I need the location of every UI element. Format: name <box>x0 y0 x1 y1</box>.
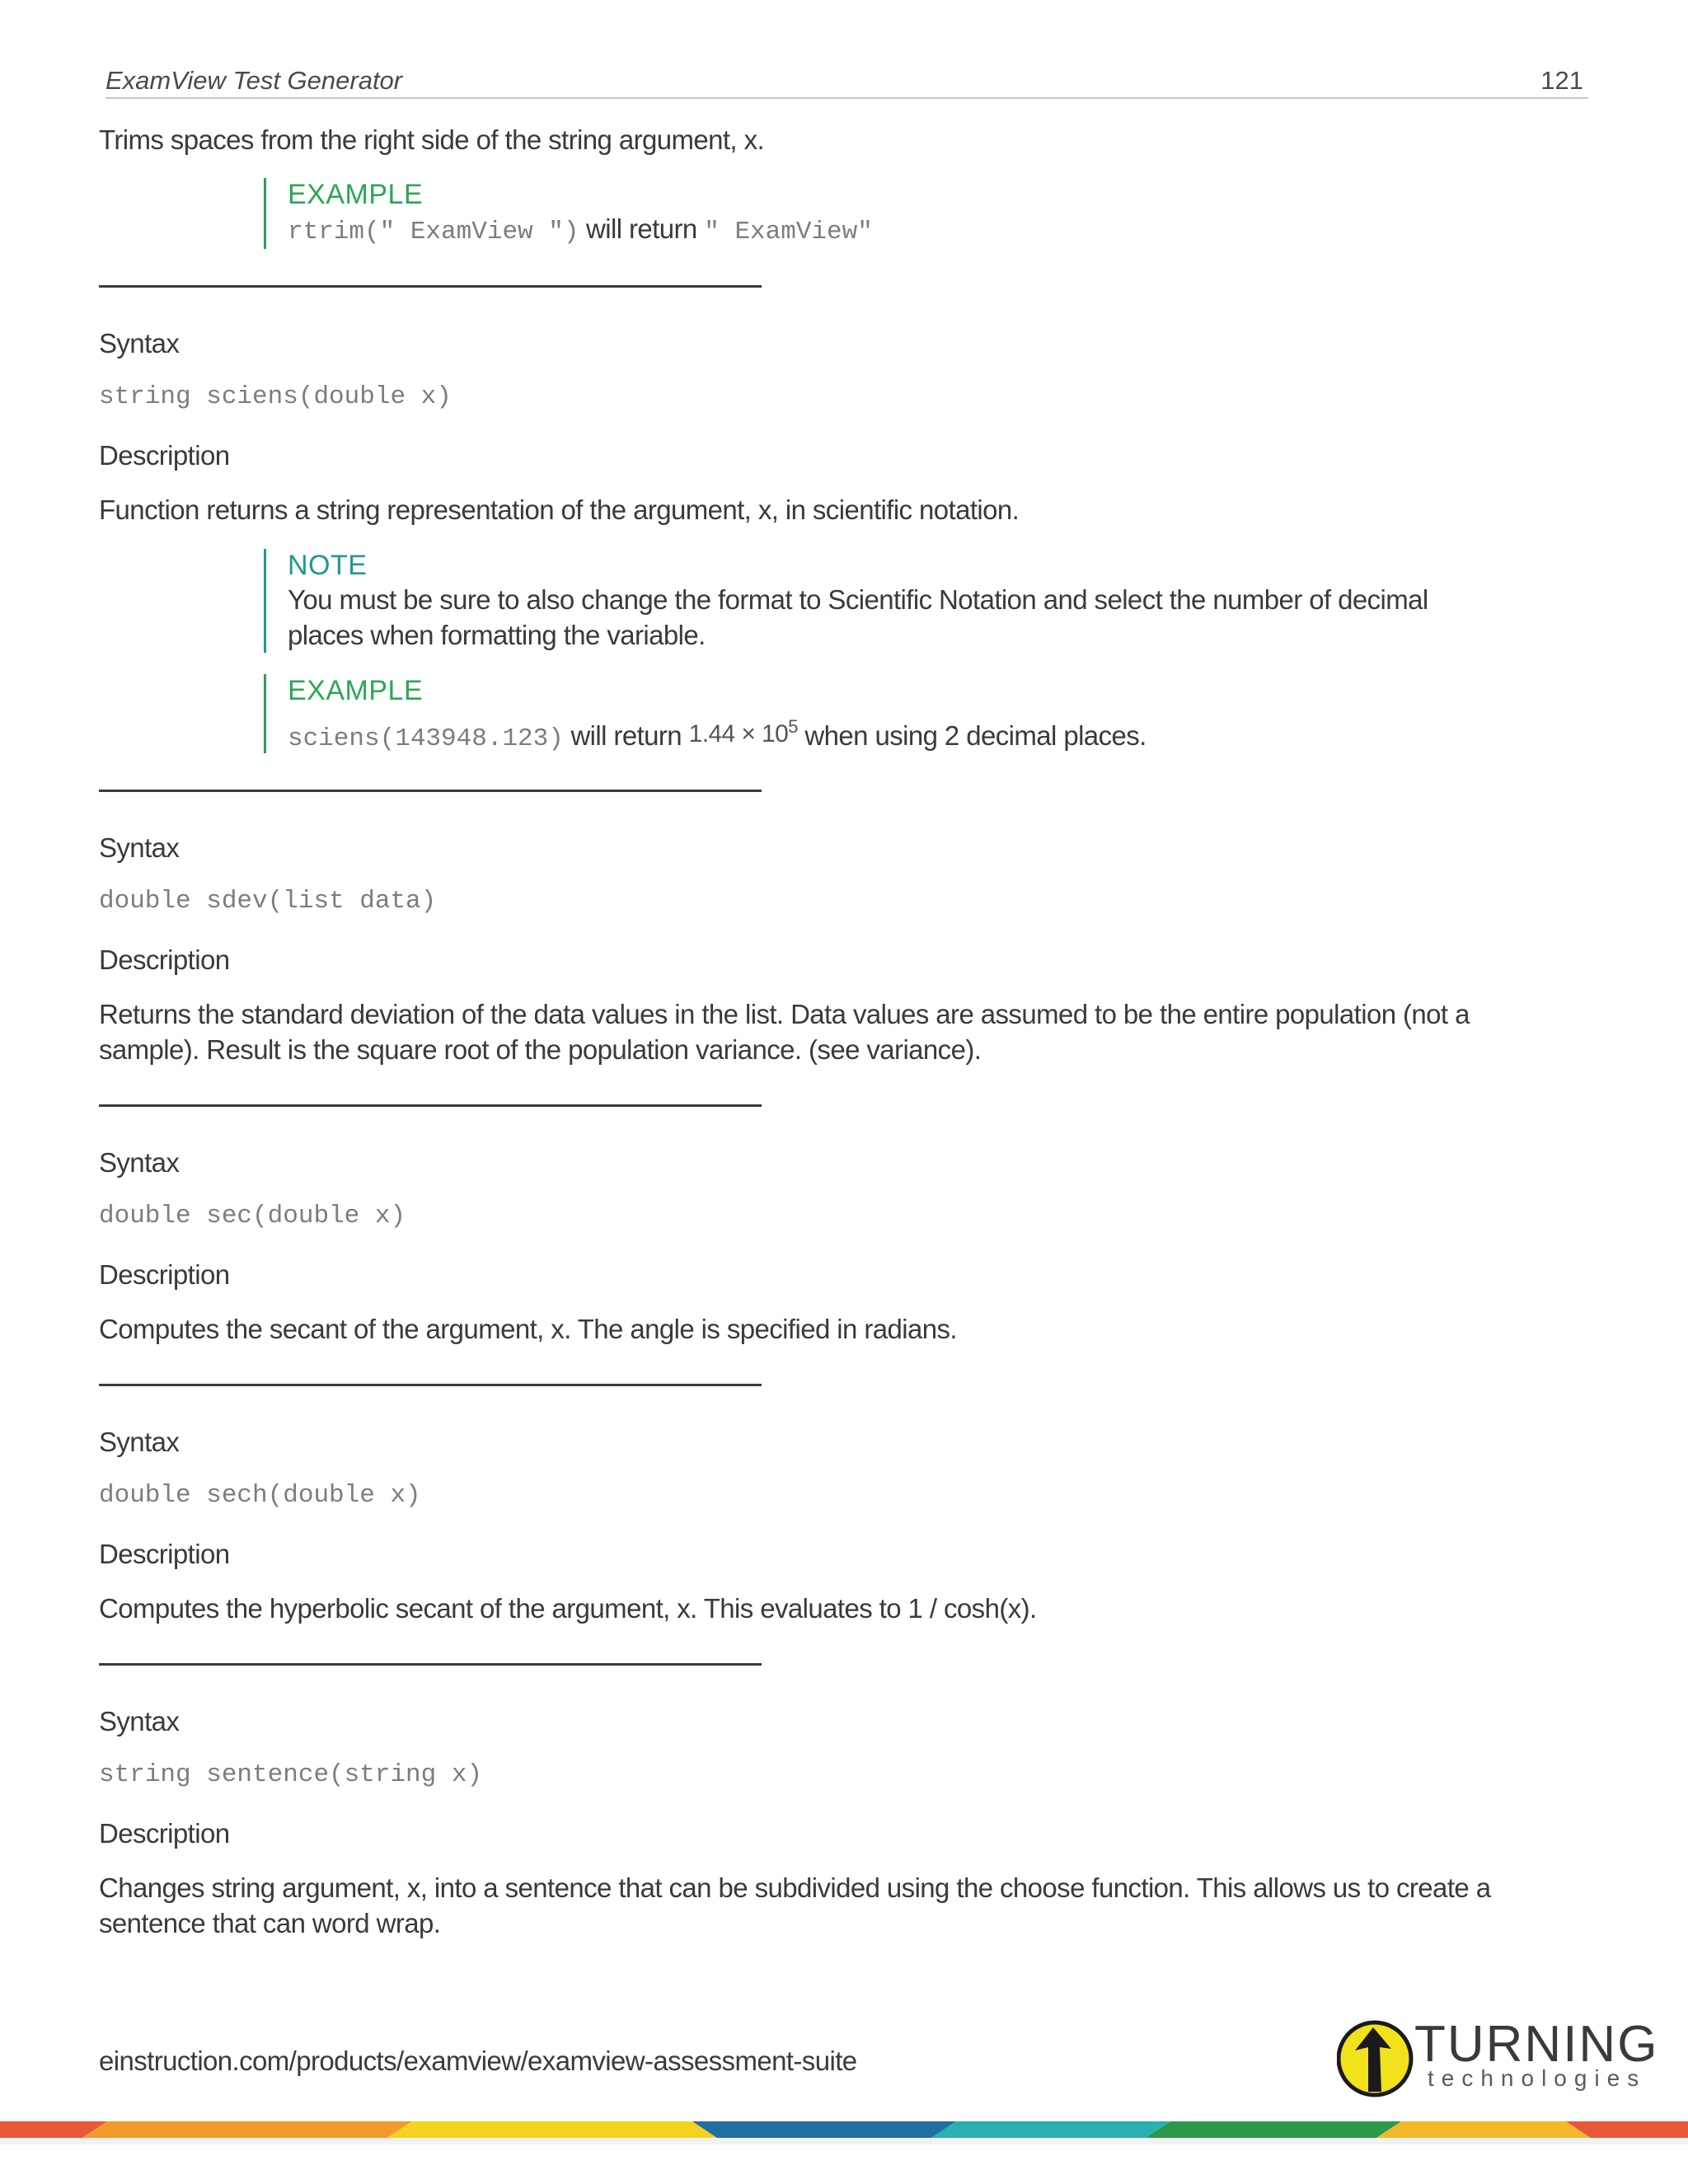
page-number: 121 <box>1540 66 1583 95</box>
turning-arrow-icon <box>1337 2016 1416 2098</box>
note-text: You must be sure to also change the format to Scientific Notation and select the number of decimal places when formatting the variable. <box>288 584 1428 650</box>
result-exponent: 5 <box>788 716 798 737</box>
syntax-label: Syntax <box>99 1427 180 1457</box>
footer-color-band <box>0 2115 1688 2144</box>
description-text: Computes the secant of the argument, x. The angle is specified in radians. <box>99 1314 957 1344</box>
syntax-code: double sdev(list data) <box>99 887 437 916</box>
description-text: Returns the standard deviation of the data values in the list. Data values are assumed to be the entire population (not a sample). Result is the square root of the population variance. (see variance). <box>99 999 1470 1065</box>
turning-technologies-logo <box>1337 2016 1659 2098</box>
example-heading: EXAMPLE <box>288 675 424 706</box>
note-callout <box>264 549 1483 653</box>
syntax-label: Syntax <box>99 832 180 863</box>
logo-wordmark: TURNING <box>1414 2016 1659 2073</box>
description-text: Changes string argument, x, into a sentence that can be subdivided using the choose function. This allows us to create a sentence that can word wrap. <box>99 1872 1491 1938</box>
description-label: Description <box>99 944 230 975</box>
logo-subtitle: technologies <box>1428 2065 1647 2091</box>
header-rule <box>106 97 1588 99</box>
syntax-code: string sciens(double x) <box>99 382 452 411</box>
example-connector: will return <box>570 720 682 751</box>
syntax-label: Syntax <box>99 1147 180 1178</box>
description-text: Computes the hyperbolic secant of the argument, x. This evaluates to 1 / cosh(x). <box>99 1593 1037 1624</box>
section-divider <box>99 1104 762 1107</box>
syntax-code: double sec(double x) <box>99 1202 406 1230</box>
description-text: Function returns a string representation of the argument, x, in scientific notation. <box>99 494 1020 525</box>
example-body <box>288 211 1483 250</box>
example-result: " ExamView" <box>704 218 873 246</box>
description-label: Description <box>99 440 230 471</box>
example-connector: will return <box>586 213 697 244</box>
description-label: Description <box>99 1539 230 1569</box>
example-code: rtrim(" ExamView ") <box>288 218 579 246</box>
note-heading: NOTE <box>288 550 368 581</box>
syntax-code: string sentence(string x) <box>99 1760 483 1789</box>
example-result <box>688 716 798 748</box>
description-label: Description <box>99 1818 230 1849</box>
sciens-example-callout <box>264 674 1483 753</box>
rtrim-example-callout <box>264 178 1483 249</box>
header-title: ExamView Test Generator <box>106 66 403 95</box>
example-heading: EXAMPLE <box>288 179 424 210</box>
syntax-code: double sech(double x) <box>99 1481 421 1510</box>
syntax-label: Syntax <box>99 1706 180 1736</box>
example-code: sciens(143948.123) <box>288 724 564 753</box>
example-body <box>288 712 1483 757</box>
section-divider <box>99 1384 762 1386</box>
syntax-label: Syntax <box>99 328 180 359</box>
footer-link[interactable]: einstruction.com/products/examview/examview-assessment-suite <box>99 2046 857 2076</box>
section-divider <box>99 1663 762 1666</box>
section-divider <box>99 790 762 792</box>
section-divider <box>99 285 762 288</box>
rtrim-description: Trims spaces from the right side of the string argument, x. <box>99 124 765 155</box>
description-label: Description <box>99 1259 230 1290</box>
result-base: 1.44 × 10 <box>688 720 789 748</box>
example-suffix: when using 2 decimal places. <box>804 720 1146 751</box>
